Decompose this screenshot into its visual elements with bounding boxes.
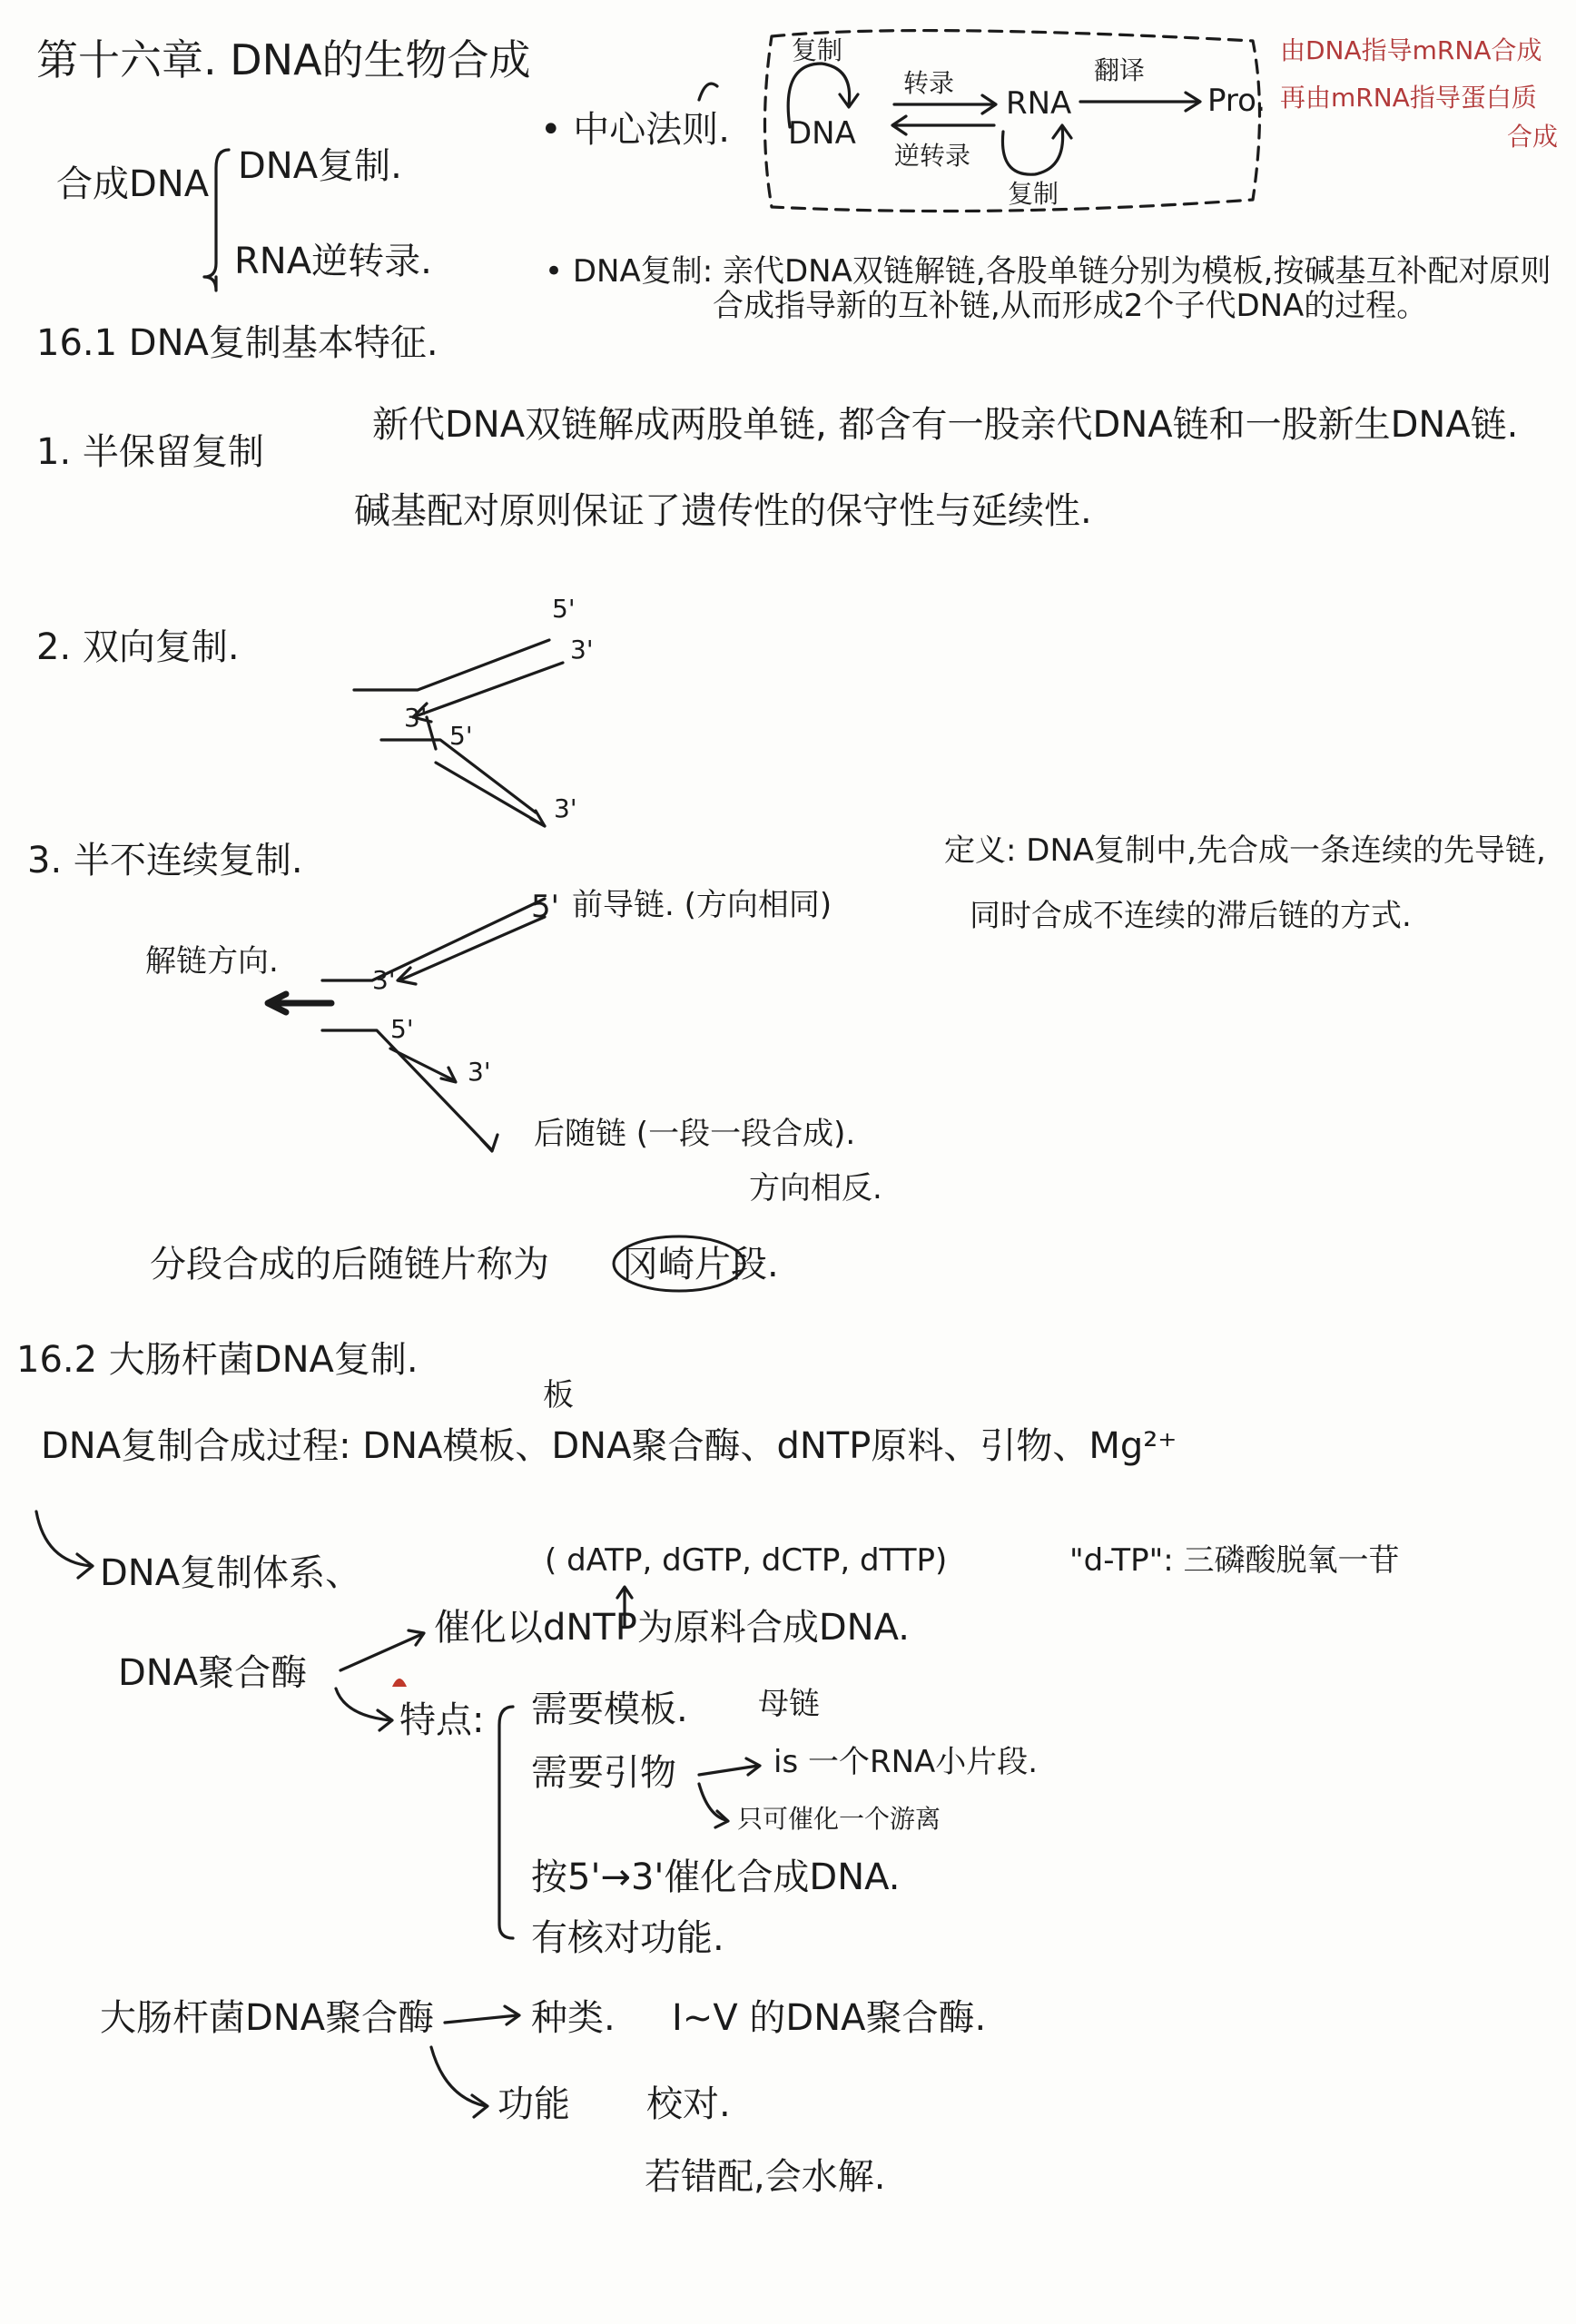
catalyze-text: 催化以dNTP为原料合成DNA. [434,1607,910,1649]
polymerase-label: DNA聚合酶 [118,1652,308,1694]
ecoli-polymerase-label: 大肠杆菌DNA聚合酶 [100,1997,435,2039]
arrowhead [531,811,545,826]
feature-primer-note-1: is 一个RNA小片段. [773,1744,1039,1780]
feature-primer-note-2: 只可催化一个游离 [737,1804,941,1834]
replication-def-line-2: 合成指导新的互补链,从而形成2个子代DNA的过程。 [713,288,1428,324]
feature-proofreading: 有核对功能. [531,1917,724,1959]
feature-3-title: 3. 半不连续复制. [27,840,303,881]
replication-def-line-1: • DNA复制: 亲代DNA双链解链,各股单链分别为模板,按碱基互补配对原则 [545,253,1551,290]
red-mark [392,1679,407,1687]
central-dogma-label: • 中心法则. [540,109,731,151]
replication-dna-label: 复制 [792,35,843,65]
proofread-note: 若错配,会水解. [645,2156,886,2198]
feature-3-def-line-1: 定义: DNA复制中,先合成一条连续的先导链, [944,832,1546,869]
chapter-title: 第十六章. DNA的生物合成 [36,35,531,84]
arrowhead [481,1135,497,1151]
features-label: 特点: [399,1699,485,1741]
feature-direction: 按5'→3'催化合成DNA. [531,1856,901,1898]
leading-strand-label: 前导链. (方向相同) [572,887,832,923]
feature-primer: 需要引物 [531,1752,676,1794]
features-bracket [499,1707,513,1938]
lagging-strand-direction: 方向相反. [749,1170,882,1206]
synthesis-label: 合成DNA [56,163,210,205]
fork2-end-5-top: 5' [552,594,576,624]
feature-1-line-2: 碱基配对原则保证了遗传性的保守性与延续性. [354,490,1092,532]
dtp-note: "d-TP": 三磷酸脱氧一苷 [1069,1542,1400,1579]
fork2-end-5-mid: 5' [449,721,473,751]
proofread-label: 校对. [646,2083,731,2125]
arrowhead [472,2095,488,2117]
function-arrow [431,2047,486,2106]
feature-1-line-1: 新代DNA双链解成两股单链, 都含有一股亲代DNA链和一股新生DNA链. [372,404,1519,446]
fork3-end-3-mid: 3' [372,965,396,995]
unwind-direction-label: 解链方向. [145,943,279,980]
transcription-label: 转录 [903,68,955,98]
fork3-top-inner [399,917,545,980]
dogma-note-1: 由DNA指导mRNA合成 [1280,35,1542,65]
okazaki-prefix: 分段合成的后随链片称为 [150,1244,549,1285]
types-label: 种类. [531,1997,616,2039]
rna-self-replication-arrow [1002,127,1062,174]
synthesis-item-1: DNA复制. [238,145,402,187]
feature-template-note: 母链 [758,1686,820,1722]
types-value: I~V 的DNA聚合酶. [672,1997,987,2039]
fork2-top-outer [354,640,549,690]
feature-2-title: 2. 双向复制. [36,626,240,668]
synthesis-item-2: RNA逆转录. [234,241,432,282]
translation-label: 翻译 [1094,55,1146,85]
small-curl-mark [699,84,717,100]
dogma-note-2: 再由mRNA指导蛋白质 [1280,83,1537,113]
feature-1-title: 1. 半保留复制 [36,431,264,473]
reverse-transcription-label: 逆转录 [894,141,971,171]
okazaki-fragment: 冈崎片段. [622,1244,779,1285]
fork2-end-3-mid: 3' [404,703,428,733]
types-arrow [445,2015,517,2023]
fork2-bottom-inner [436,763,545,826]
section-16-2-title: 16.2 大肠杆菌DNA复制. [16,1339,419,1381]
rna-label: RNA [1006,85,1072,122]
replication-system-label: DNA复制体系、 [100,1552,362,1594]
protein-label: Pro. [1207,83,1266,119]
template-correction: 板 [543,1377,574,1413]
feature-template: 需要模板. [531,1689,688,1730]
catalyze-arrow [340,1634,422,1670]
fork3-bottom-outer [322,1030,490,1148]
function-label: 功能 [497,2083,570,2125]
replication-rna-label: 复制 [1008,179,1059,209]
replication-requirements: DNA复制合成过程: DNA模板、DNA聚合酶、dNTP原料、引物、Mg²⁺ [41,1425,1177,1467]
section-16-1-title: 16.1 DNA复制基本特征. [36,322,438,364]
fork3-top-outer [322,899,545,980]
fork2-end-3-bottom: 3' [554,793,577,823]
fork2-top-inner [413,663,563,717]
fork3-end-5-top: 5' [531,889,559,925]
fork2-end-3-top: 3' [570,635,594,665]
dna-label: DNA [788,115,856,152]
dntp-list: ( dATP, dGTP, dCTP, dTTP) [545,1542,948,1579]
feature-3-def-line-2: 同时合成不连续的滞后链的方式. [970,898,1412,934]
fork3-end-5-mid: 5' [390,1014,414,1044]
fork3-end-3-bottom: 3' [468,1057,491,1087]
lagging-strand-label: 后随链 (一段一段合成). [534,1116,856,1152]
dogma-note-3: 合成 [1507,122,1559,152]
features-arrow [336,1689,390,1720]
